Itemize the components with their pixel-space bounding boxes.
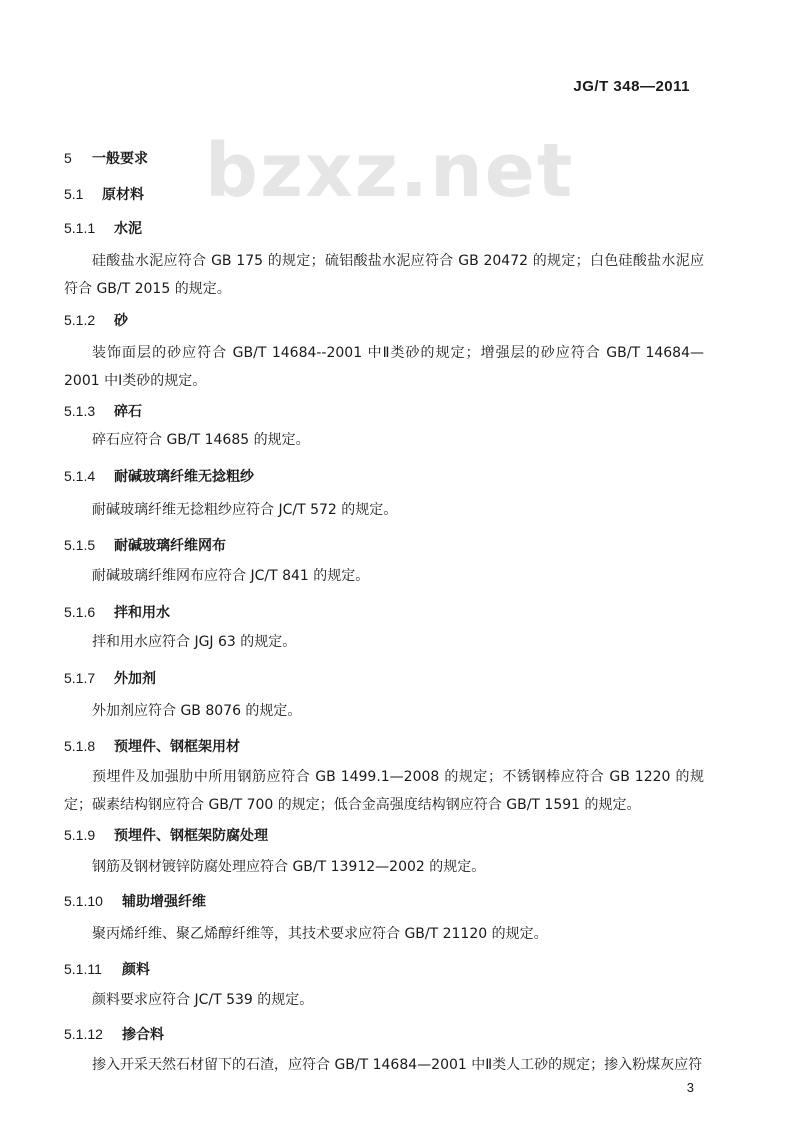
clause-heading — [64, 959, 150, 979]
section-heading — [64, 148, 148, 168]
clause-title: 耐碱玻璃纤维网布 — [114, 538, 226, 554]
section-number: 5 — [64, 150, 72, 166]
clause-heading — [64, 310, 128, 330]
clause-title: 水泥 — [114, 221, 142, 237]
clause-title: 耐碱玻璃纤维无捻粗纱 — [114, 469, 254, 485]
clause-heading — [64, 1024, 164, 1044]
clause-text: 装饰面层的砂应符合 GB/T 14684--2001 中Ⅱ类砂的规定；增强层的砂应符合 GB/T 14684—2001 中Ⅰ类砂的规定。 — [64, 345, 704, 389]
clause-text: 预埋件及加强肋中所用钢筋应符合 GB 1499.1—2008 的规定；不锈钢棒应符合 GB 1220 的规定；碳素结构钢应符合 GB/T 700 的规定；低合金高强度结构钢应符合 GB/T 1591 的规定。 — [64, 769, 704, 813]
clause-title: 辅助增强纤维 — [122, 894, 206, 910]
clause-text: 外加剂应符合 GB 8076 的规定。 — [92, 703, 302, 719]
page-number: 3 — [686, 1080, 694, 1095]
clause-heading — [64, 401, 142, 421]
clause-text: 掺入开采天然石材留下的石渣，应符合 GB/T 14684—2001 中Ⅱ类人工砂的规定；掺入粉煤灰应符 — [92, 1057, 703, 1073]
clause-heading — [64, 602, 170, 622]
clause-heading — [64, 668, 156, 688]
clause-number: 5.1.11 — [64, 961, 102, 977]
clause-title: 颜料 — [122, 962, 150, 978]
clause-heading — [64, 736, 240, 756]
clause-title: 碎石 — [114, 404, 142, 420]
clause-text: 碎石应符合 GB/T 14685 的规定。 — [92, 432, 310, 448]
clause-number: 5.1.2 — [64, 312, 96, 328]
clause-title: 预埋件、钢框架防腐处理 — [114, 828, 268, 844]
clause-title: 掺合料 — [122, 1027, 164, 1043]
clause-heading — [64, 466, 254, 486]
clause-number: 5.1.8 — [64, 738, 96, 754]
clause-heading — [64, 218, 142, 238]
clause-text: 钢筋及钢材镀锌防腐处理应符合 GB/T 13912—2002 的规定。 — [92, 859, 486, 875]
clause-heading — [64, 535, 226, 555]
clause-title: 拌和用水 — [114, 605, 170, 621]
clause-text: 拌和用水应符合 JGJ 63 的规定。 — [92, 634, 297, 650]
watermark: bzxz.net — [205, 128, 575, 214]
clause-text: 耐碱玻璃纤维无捻粗纱应符合 JC/T 572 的规定。 — [92, 502, 398, 518]
clause-number: 5.1.4 — [64, 468, 96, 484]
section-title: 一般要求 — [92, 151, 148, 167]
clause-number: 5.1.9 — [64, 827, 96, 843]
clause-text: 耐碱玻璃纤维网布应符合 JC/T 841 的规定。 — [92, 568, 370, 584]
subsection-title: 原材料 — [102, 187, 144, 203]
clause-heading — [64, 825, 268, 845]
clause-number: 5.1.10 — [64, 893, 103, 909]
clause-title: 预埋件、钢框架用材 — [114, 739, 240, 755]
clause-number: 5.1.6 — [64, 604, 96, 620]
standard-code: JG/T 348—2011 — [573, 78, 690, 95]
clause-number: 5.1.3 — [64, 403, 96, 419]
clause-heading — [64, 891, 206, 911]
clause-number: 5.1.12 — [64, 1026, 103, 1042]
clause-title: 外加剂 — [114, 671, 156, 687]
clause-number: 5.1.7 — [64, 670, 96, 686]
clause-title: 砂 — [114, 313, 128, 329]
clause-number: 5.1.1 — [64, 220, 96, 236]
subsection-number: 5.1 — [64, 186, 84, 202]
clause-number: 5.1.5 — [64, 537, 96, 553]
subsection-heading — [64, 184, 144, 204]
clause-text: 聚丙烯纤维、聚乙烯醇纤维等，其技术要求应符合 GB/T 21120 的规定。 — [92, 926, 548, 942]
clause-text: 颜料要求应符合 JC/T 539 的规定。 — [92, 992, 314, 1008]
clause-text: 硅酸盐水泥应符合 GB 175 的规定；硫铝酸盐水泥应符合 GB 20472 的规定；白色硅酸盐水泥应符合 GB/T 2015 的规定。 — [64, 253, 704, 297]
